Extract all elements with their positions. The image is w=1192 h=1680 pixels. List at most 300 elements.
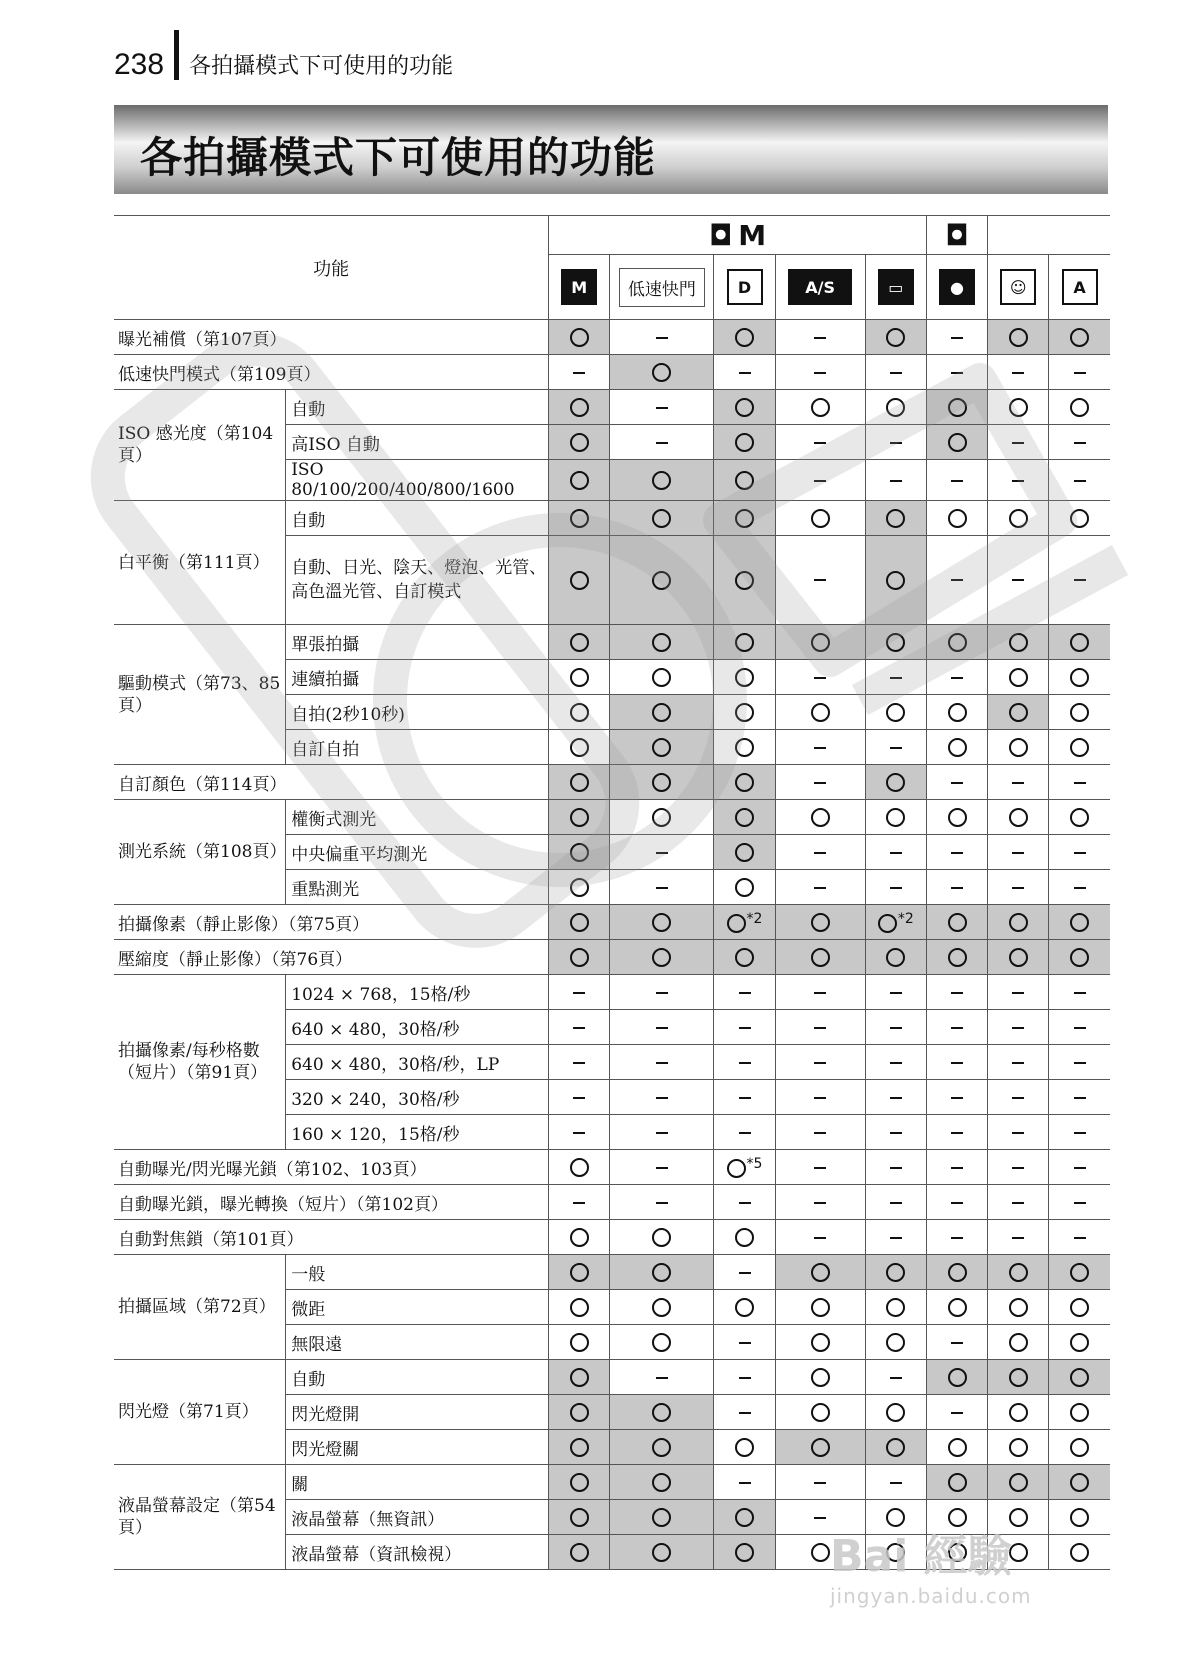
available-mark-icon	[1070, 703, 1089, 722]
unavailable-mark-icon	[951, 372, 963, 374]
available-mark-icon	[735, 1228, 754, 1247]
available-mark-icon	[652, 1333, 671, 1352]
page-number: 238	[114, 48, 165, 81]
available-mark-icon	[570, 773, 589, 792]
camera-icon: ◘	[945, 218, 969, 252]
available-mark-icon	[1070, 1263, 1089, 1282]
available-mark-icon	[652, 1473, 671, 1492]
available-mark-icon	[1070, 1473, 1089, 1492]
unavailable-mark-icon	[890, 747, 902, 749]
available-mark-icon	[1009, 1263, 1028, 1282]
unavailable-mark-icon	[739, 1482, 751, 1484]
availability-cell	[926, 905, 987, 940]
mode-icon-portrait: ☺	[988, 255, 1049, 320]
available-mark-icon	[886, 1263, 905, 1282]
unavailable-mark-icon	[951, 1132, 963, 1134]
sub-option-label: 高ISO 自動	[286, 425, 549, 460]
unavailable-mark-icon	[814, 1132, 826, 1134]
availability-cell	[926, 940, 987, 975]
availability-cell	[926, 1255, 987, 1290]
available-mark-icon	[948, 1298, 967, 1317]
available-mark-icon	[570, 808, 589, 827]
availability-cell	[775, 870, 865, 905]
unavailable-mark-icon	[890, 442, 902, 444]
unavailable-mark-icon	[1012, 1202, 1024, 1204]
unavailable-mark-icon	[814, 747, 826, 749]
availability-cell	[714, 460, 775, 501]
available-mark-icon	[1070, 948, 1089, 967]
available-mark-icon	[811, 1543, 830, 1562]
availability-cell	[926, 1045, 987, 1080]
sub-option-label: 1024 × 768，15格/秒	[286, 975, 549, 1010]
available-mark-icon	[735, 633, 754, 652]
availability-cell	[988, 1430, 1049, 1465]
unavailable-mark-icon	[890, 1097, 902, 1099]
available-mark-icon	[570, 1473, 589, 1492]
availability-cell	[775, 320, 865, 355]
unavailable-mark-icon	[951, 1412, 963, 1414]
unavailable-mark-icon	[814, 480, 826, 482]
unavailable-mark-icon	[1074, 1097, 1086, 1099]
table-row	[114, 1150, 1110, 1185]
availability-cell	[865, 1045, 926, 1080]
available-mark-icon	[570, 1228, 589, 1247]
unavailable-mark-icon	[739, 1412, 751, 1414]
availability-cell	[988, 660, 1049, 695]
availability-cell	[988, 536, 1049, 625]
availability-cell	[610, 1045, 714, 1080]
availability-cell	[610, 1465, 714, 1500]
available-mark-icon	[570, 948, 589, 967]
availability-cell	[1049, 800, 1110, 835]
available-mark-icon	[1070, 398, 1089, 417]
availability-cell	[926, 625, 987, 660]
availability-cell	[988, 765, 1049, 800]
availability-cell	[610, 501, 714, 536]
available-mark-icon	[735, 1298, 754, 1317]
availability-cell	[714, 1395, 775, 1430]
availability-cell	[775, 355, 865, 390]
available-mark-icon	[878, 914, 897, 933]
available-mark-icon	[570, 1438, 589, 1457]
table-row	[114, 1360, 1110, 1395]
available-mark-icon	[886, 808, 905, 827]
available-mark-icon	[811, 633, 830, 652]
available-mark-icon	[811, 1403, 830, 1422]
sub-option-label: 閃光燈關	[286, 1430, 549, 1465]
unavailable-mark-icon	[951, 782, 963, 784]
function-label: 驅動模式（第73、85頁）	[114, 625, 286, 765]
availability-cell	[1049, 460, 1110, 501]
available-mark-icon	[652, 571, 671, 590]
availability-cell	[549, 1255, 610, 1290]
table-row	[114, 320, 1110, 355]
unavailable-mark-icon	[1074, 1062, 1086, 1064]
availability-cell	[865, 320, 926, 355]
availability-cell	[549, 1115, 610, 1150]
availability-cell	[926, 730, 987, 765]
unavailable-mark-icon	[951, 1237, 963, 1239]
availability-cell	[988, 460, 1049, 501]
availability-cell	[988, 695, 1049, 730]
unavailable-mark-icon	[1074, 480, 1086, 482]
table-row	[114, 355, 1110, 390]
availability-cell	[610, 695, 714, 730]
availability-cell	[714, 320, 775, 355]
availability-cell	[714, 835, 775, 870]
availability-cell	[775, 1395, 865, 1430]
available-mark-icon	[948, 808, 967, 827]
availability-cell	[610, 1500, 714, 1535]
availability-cell	[714, 1115, 775, 1150]
unavailable-mark-icon	[951, 579, 963, 581]
available-mark-icon	[570, 398, 589, 417]
availability-cell	[865, 355, 926, 390]
sub-option-label: 自訂自拍	[286, 730, 549, 765]
availability-cell	[775, 536, 865, 625]
available-mark-icon	[570, 328, 589, 347]
availability-cell	[926, 660, 987, 695]
availability-cell	[610, 1535, 714, 1570]
available-mark-icon	[570, 471, 589, 490]
availability-cell	[988, 320, 1049, 355]
availability-cell	[549, 390, 610, 425]
availability-cell	[549, 660, 610, 695]
unavailable-mark-icon	[951, 480, 963, 482]
availability-cell	[714, 536, 775, 625]
availability-cell	[714, 1255, 775, 1290]
availability-cell	[926, 870, 987, 905]
unavailable-mark-icon	[890, 1482, 902, 1484]
availability-cell	[714, 625, 775, 660]
available-mark-icon	[735, 509, 754, 528]
availability-cell	[775, 1080, 865, 1115]
availability-cell	[549, 1290, 610, 1325]
unavailable-mark-icon	[814, 579, 826, 581]
unavailable-mark-icon	[951, 1097, 963, 1099]
availability-cell	[549, 695, 610, 730]
unavailable-mark-icon	[739, 1027, 751, 1029]
availability-cell	[988, 501, 1049, 536]
unavailable-mark-icon	[890, 852, 902, 854]
availability-cell	[1049, 1255, 1110, 1290]
unavailable-mark-icon	[573, 1202, 585, 1204]
availability-cell	[926, 1395, 987, 1430]
table-row	[114, 390, 1110, 425]
header-divider	[174, 30, 179, 80]
availability-cell	[926, 1220, 987, 1255]
footnote-marker: *2	[897, 910, 914, 927]
available-mark-icon	[1009, 1298, 1028, 1317]
availability-cell	[865, 1220, 926, 1255]
unavailable-mark-icon	[573, 1062, 585, 1064]
availability-cell	[549, 1185, 610, 1220]
available-mark-icon	[1070, 1403, 1089, 1422]
available-mark-icon	[570, 1333, 589, 1352]
availability-cell	[926, 460, 987, 501]
available-mark-icon	[811, 948, 830, 967]
availability-cell	[775, 501, 865, 536]
unavailable-mark-icon	[951, 1062, 963, 1064]
unavailable-mark-icon	[814, 1097, 826, 1099]
available-mark-icon	[948, 1368, 967, 1387]
availability-cell	[549, 1010, 610, 1045]
availability-cell	[1049, 1290, 1110, 1325]
available-mark-icon	[652, 633, 671, 652]
availability-cell	[714, 1360, 775, 1395]
sub-option-label: 無限遠	[286, 1325, 549, 1360]
unavailable-mark-icon	[890, 480, 902, 482]
unavailable-mark-icon	[1074, 1027, 1086, 1029]
sub-option-label: 自拍(2秒10秒)	[286, 695, 549, 730]
unavailable-mark-icon	[739, 1377, 751, 1379]
available-mark-icon	[652, 1228, 671, 1247]
availability-cell	[988, 1325, 1049, 1360]
sub-option-label: 微距	[286, 1290, 549, 1325]
availability-cell	[1049, 660, 1110, 695]
availability-cell	[926, 1325, 987, 1360]
availability-cell	[714, 1290, 775, 1325]
availability-cell	[865, 1325, 926, 1360]
availability-cell	[988, 1465, 1049, 1500]
availability-cell	[988, 940, 1049, 975]
available-mark-icon	[570, 1298, 589, 1317]
availability-cell	[1049, 1080, 1110, 1115]
unavailable-mark-icon	[739, 372, 751, 374]
unavailable-mark-icon	[951, 677, 963, 679]
availability-cell	[926, 1150, 987, 1185]
table-row	[114, 1465, 1110, 1500]
table-row	[114, 905, 1110, 940]
availability-cell	[610, 1395, 714, 1430]
availability-cell	[865, 660, 926, 695]
availability-cell	[549, 1045, 610, 1080]
availability-cell	[549, 460, 610, 501]
available-mark-icon	[652, 808, 671, 827]
availability-cell	[926, 765, 987, 800]
camera-icon: ◘	[708, 218, 733, 252]
availability-cell	[549, 1430, 610, 1465]
available-mark-icon	[652, 738, 671, 757]
unavailable-mark-icon	[1074, 1237, 1086, 1239]
availability-cell	[714, 1185, 775, 1220]
unavailable-mark-icon	[1012, 372, 1024, 374]
availability-cell	[714, 975, 775, 1010]
availability-cell	[775, 625, 865, 660]
available-mark-icon	[948, 948, 967, 967]
availability-cell	[610, 390, 714, 425]
availability-cell	[775, 940, 865, 975]
feature-table	[114, 215, 1110, 1570]
availability-cell	[1049, 355, 1110, 390]
unavailable-mark-icon	[951, 1342, 963, 1344]
availability-cell	[865, 390, 926, 425]
availability-cell	[1049, 536, 1110, 625]
availability-cell	[988, 625, 1049, 660]
availability-cell	[865, 1010, 926, 1045]
availability-cell	[775, 660, 865, 695]
availability-cell	[775, 1360, 865, 1395]
availability-cell	[865, 905, 926, 940]
available-mark-icon	[886, 703, 905, 722]
availability-cell	[775, 1290, 865, 1325]
available-mark-icon	[652, 1438, 671, 1457]
blank-group-header	[988, 216, 1110, 255]
availability-cell	[549, 320, 610, 355]
availability-cell	[1049, 1430, 1110, 1465]
unavailable-mark-icon	[814, 1517, 826, 1519]
available-mark-icon	[811, 703, 830, 722]
sub-option-label: 320 × 240，30格/秒	[286, 1080, 549, 1115]
availability-cell	[549, 1150, 610, 1185]
available-mark-icon	[570, 433, 589, 452]
availability-cell	[549, 765, 610, 800]
available-mark-icon	[886, 773, 905, 792]
availability-cell	[610, 460, 714, 501]
availability-cell	[865, 501, 926, 536]
unavailable-mark-icon	[656, 1027, 668, 1029]
unavailable-mark-icon	[656, 337, 668, 339]
unavailable-mark-icon	[1074, 1132, 1086, 1134]
availability-cell	[865, 1150, 926, 1185]
availability-cell	[714, 1080, 775, 1115]
availability-cell	[714, 695, 775, 730]
available-mark-icon	[811, 1298, 830, 1317]
availability-cell	[926, 536, 987, 625]
unavailable-mark-icon	[890, 1132, 902, 1134]
available-mark-icon	[886, 571, 905, 590]
function-label: 曝光補償（第107頁）	[114, 320, 549, 355]
unavailable-mark-icon	[1012, 782, 1024, 784]
available-mark-icon	[1070, 1368, 1089, 1387]
unavailable-mark-icon	[573, 992, 585, 994]
availability-cell	[714, 425, 775, 460]
available-mark-icon	[735, 808, 754, 827]
availability-cell	[865, 1290, 926, 1325]
availability-cell	[775, 835, 865, 870]
mode-icon-auto: ●	[926, 255, 987, 320]
mode-icon-m: M	[549, 255, 610, 320]
available-mark-icon	[1070, 1298, 1089, 1317]
available-mark-icon	[886, 633, 905, 652]
unavailable-mark-icon	[951, 887, 963, 889]
availability-cell	[988, 1080, 1049, 1115]
function-label: 壓縮度（靜止影像）（第76頁）	[114, 940, 549, 975]
available-mark-icon	[570, 843, 589, 862]
availability-cell	[775, 800, 865, 835]
availability-cell	[865, 536, 926, 625]
availability-cell	[714, 355, 775, 390]
availability-cell	[865, 460, 926, 501]
available-mark-icon	[886, 398, 905, 417]
available-mark-icon	[811, 1263, 830, 1282]
sub-option-label: 640 × 480，30格/秒	[286, 1010, 549, 1045]
available-mark-icon	[1009, 633, 1028, 652]
availability-cell	[926, 425, 987, 460]
availability-cell	[610, 1290, 714, 1325]
unavailable-mark-icon	[656, 1062, 668, 1064]
unavailable-mark-icon	[1012, 1167, 1024, 1169]
unavailable-mark-icon	[814, 337, 826, 339]
available-mark-icon	[811, 1368, 830, 1387]
unavailable-mark-icon	[656, 1202, 668, 1204]
availability-cell	[775, 1465, 865, 1500]
available-mark-icon	[948, 913, 967, 932]
available-mark-icon	[570, 571, 589, 590]
mode-icon-landscape: A	[1049, 255, 1110, 320]
available-mark-icon	[948, 633, 967, 652]
available-mark-icon	[735, 471, 754, 490]
availability-cell	[714, 1535, 775, 1570]
availability-cell	[714, 1010, 775, 1045]
availability-cell	[549, 870, 610, 905]
availability-cell	[1049, 1360, 1110, 1395]
availability-cell	[610, 1115, 714, 1150]
availability-cell	[775, 905, 865, 940]
availability-cell	[865, 1115, 926, 1150]
function-label: ISO 感光度（第104頁）	[114, 390, 286, 501]
availability-cell	[865, 1080, 926, 1115]
available-mark-icon	[1009, 1368, 1028, 1387]
table-row	[114, 1255, 1110, 1290]
available-mark-icon	[735, 703, 754, 722]
availability-cell	[610, 660, 714, 695]
availability-cell	[714, 905, 775, 940]
availability-cell	[549, 536, 610, 625]
availability-cell	[775, 425, 865, 460]
unavailable-mark-icon	[1012, 1132, 1024, 1134]
available-mark-icon	[570, 1508, 589, 1527]
available-mark-icon	[811, 398, 830, 417]
unavailable-mark-icon	[890, 1202, 902, 1204]
availability-cell	[926, 320, 987, 355]
manual-group-header: ◘ M	[549, 216, 927, 255]
unavailable-mark-icon	[1012, 579, 1024, 581]
function-header: 功能	[114, 216, 549, 320]
unavailable-mark-icon	[951, 852, 963, 854]
unavailable-mark-icon	[739, 1062, 751, 1064]
availability-cell	[988, 355, 1049, 390]
function-label: 液晶螢幕設定（第54頁）	[114, 1465, 286, 1570]
sub-option-label: 160 × 120，15格/秒	[286, 1115, 549, 1150]
available-mark-icon	[1009, 1438, 1028, 1457]
table-row	[114, 765, 1110, 800]
unavailable-mark-icon	[739, 1202, 751, 1204]
available-mark-icon	[570, 633, 589, 652]
sub-option-label: 閃光燈開	[286, 1395, 549, 1430]
function-label: 自動曝光鎖，曝光轉換（短片）（第102頁）	[114, 1185, 549, 1220]
availability-cell	[610, 355, 714, 390]
unavailable-mark-icon	[1074, 579, 1086, 581]
unavailable-mark-icon	[573, 1027, 585, 1029]
available-mark-icon	[1070, 808, 1089, 827]
availability-cell	[714, 390, 775, 425]
unavailable-mark-icon	[739, 1097, 751, 1099]
availability-cell	[988, 800, 1049, 835]
availability-cell	[926, 390, 987, 425]
availability-cell	[549, 1465, 610, 1500]
availability-cell	[775, 1150, 865, 1185]
availability-cell	[714, 1430, 775, 1465]
availability-cell	[610, 870, 714, 905]
availability-cell	[549, 1325, 610, 1360]
availability-cell	[610, 1430, 714, 1465]
unavailable-mark-icon	[890, 1062, 902, 1064]
available-mark-icon	[948, 738, 967, 757]
sub-option-label: 連續拍攝	[286, 660, 549, 695]
availability-cell	[926, 800, 987, 835]
availability-cell	[1049, 730, 1110, 765]
